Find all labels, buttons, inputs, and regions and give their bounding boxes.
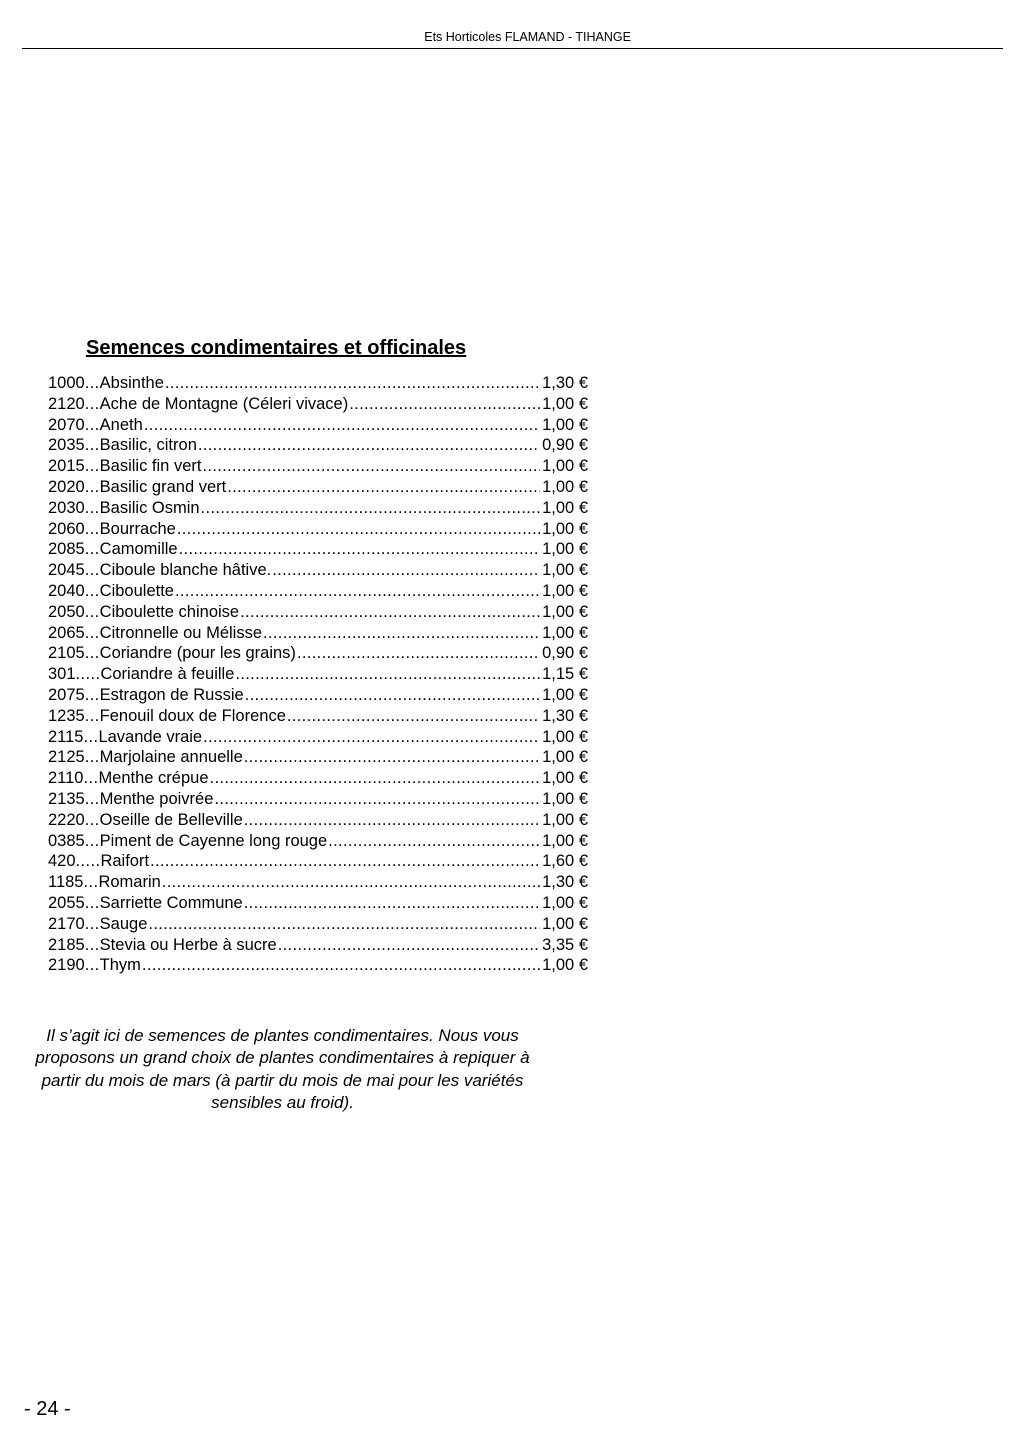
seed-code: 2075 <box>48 685 85 704</box>
seed-row <box>48 768 588 789</box>
seed-code: 2015 <box>48 457 85 476</box>
seed-name: Romarin <box>98 873 161 892</box>
seed-name: Estragon de Russie <box>99 685 244 704</box>
seed-code: 2055 <box>48 893 85 912</box>
dot-leader <box>214 789 540 810</box>
seed-code-leader: ..... <box>75 852 101 871</box>
seed-price: 1,00 € <box>542 748 588 767</box>
seed-code-leader: ... <box>84 644 100 663</box>
seed-price: 0,90 € <box>542 644 588 663</box>
seed-row <box>48 831 588 852</box>
seed-code: 1235 <box>48 706 85 725</box>
dot-leader <box>162 872 540 893</box>
seed-row <box>48 893 588 914</box>
dot-leader <box>177 519 540 540</box>
dot-leader <box>244 893 540 914</box>
dot-leader <box>201 498 541 519</box>
seed-name: Coriandre (pour les grains) <box>99 644 296 663</box>
seed-row <box>48 747 588 768</box>
page-header <box>22 30 1003 49</box>
seed-name: Citronnelle ou Mélisse <box>99 623 262 642</box>
seed-row <box>48 581 588 602</box>
seed-price: 3,35 € <box>542 935 588 954</box>
seed-code: 0385 <box>48 831 85 850</box>
seed-price: 1,00 € <box>542 581 588 600</box>
seed-price: 1,00 € <box>542 893 588 912</box>
seed-name: Stevia ou Herbe à sucre <box>99 935 277 954</box>
seed-code-leader: ... <box>83 769 99 788</box>
seed-row <box>48 373 588 394</box>
seed-row <box>48 643 588 664</box>
seed-price: 1,00 € <box>542 956 588 975</box>
dot-leader <box>227 477 540 498</box>
seed-code-leader: ... <box>84 519 100 538</box>
dot-leader <box>272 560 540 581</box>
seed-price: 1,30 € <box>542 873 588 892</box>
seed-row <box>48 539 588 560</box>
seed-name: Sauge <box>99 914 148 933</box>
seed-name: Menthe poivrée <box>99 789 214 808</box>
info-note: Il s’agit ici de semences de plantes condimentaires. Nous vous proposons un grand choix de plantes condimentaires à repiquer à partir du mois de mars (à partir du mois de mai pour les variétés sensibles au froid). <box>35 1026 530 1112</box>
seed-price: 1,15 € <box>542 665 588 684</box>
seed-name: Lavande vraie <box>98 727 203 746</box>
dot-leader <box>297 643 540 664</box>
seed-code-leader: ... <box>84 498 100 517</box>
seed-code-leader: ... <box>84 685 100 704</box>
seed-row <box>48 602 588 623</box>
seed-code-leader: ... <box>84 581 100 600</box>
seed-price: 1,00 € <box>542 810 588 829</box>
seed-code-leader: ... <box>84 893 100 912</box>
dot-leader <box>240 602 540 623</box>
dot-leader <box>202 456 540 477</box>
seed-code: 2050 <box>48 602 85 621</box>
seed-row <box>48 935 588 956</box>
header-text: Ets Horticoles FLAMAND - TIHANGE <box>424 30 631 44</box>
seed-code: 2060 <box>48 519 85 538</box>
seed-price: 1,00 € <box>542 540 588 559</box>
dot-leader <box>179 539 541 560</box>
seed-price: 1,00 € <box>542 498 588 517</box>
seed-code-leader: ... <box>84 477 100 496</box>
seed-code: 2035 <box>48 436 85 455</box>
seed-row <box>48 810 588 831</box>
seed-price: 1,30 € <box>542 374 588 392</box>
seed-name: Basilic grand vert <box>99 477 227 496</box>
seed-row <box>48 914 588 935</box>
page-number: - 24 - <box>24 1398 71 1420</box>
seed-name: Basilic fin vert <box>99 457 202 476</box>
seed-code: 2045 <box>48 561 85 580</box>
seed-row <box>48 789 588 810</box>
seed-row <box>48 664 588 685</box>
seed-name: Menthe crépue <box>98 769 209 788</box>
seed-price: 1,00 € <box>542 914 588 933</box>
dot-leader <box>148 914 540 935</box>
seed-code-leader: ... <box>84 602 100 621</box>
seed-price: 0,90 € <box>542 436 588 455</box>
seed-name: Bourrache <box>99 519 176 538</box>
seed-price: 1,00 € <box>542 561 588 580</box>
seed-row <box>48 519 588 540</box>
seed-code: 2120 <box>48 394 85 413</box>
seed-price: 1,30 € <box>542 706 588 725</box>
seed-code-leader: ... <box>84 623 100 642</box>
seed-row <box>48 394 588 415</box>
seed-price: 1,00 € <box>542 519 588 538</box>
seed-row <box>48 706 588 727</box>
seed-code-leader: ... <box>84 436 100 455</box>
seed-code-leader: ... <box>84 706 100 725</box>
seed-code-leader: ... <box>84 956 100 975</box>
seed-code-leader: ... <box>83 727 99 746</box>
dot-leader <box>328 831 540 852</box>
seed-row <box>48 456 588 477</box>
seed-code: 2135 <box>48 789 85 808</box>
seed-code: 420 <box>48 852 76 871</box>
seed-code: 2125 <box>48 748 85 767</box>
dot-leader <box>245 685 540 706</box>
seed-row <box>48 477 588 498</box>
seed-name: Fenouil doux de Florence <box>99 706 286 725</box>
seed-code-leader: ... <box>84 831 100 850</box>
seed-name: Basilic, citron <box>99 436 197 455</box>
dot-leader <box>263 623 540 644</box>
seed-code-leader: ... <box>84 914 100 933</box>
seed-name: Thym <box>99 956 141 975</box>
seed-name: Aneth <box>99 415 143 434</box>
seed-name: Coriandre à feuille <box>100 665 235 684</box>
seed-price: 1,00 € <box>542 602 588 621</box>
dot-leader <box>244 747 540 768</box>
dot-leader <box>150 851 540 872</box>
seed-row <box>48 498 588 519</box>
seed-code-leader: ... <box>84 457 100 476</box>
dot-leader <box>165 373 540 394</box>
dot-leader <box>287 706 540 727</box>
seed-code: 2020 <box>48 477 85 496</box>
seed-code-leader: ..... <box>75 665 101 684</box>
dot-leader <box>142 955 540 976</box>
seed-code: 2220 <box>48 810 85 829</box>
seed-price-list <box>48 373 588 976</box>
seed-code-leader: ... <box>84 789 100 808</box>
seed-row <box>48 955 588 976</box>
seed-code: 2110 <box>48 769 84 788</box>
section-title: Semences condimentaires et officinales <box>86 337 467 359</box>
dot-leader <box>278 935 540 956</box>
seed-code: 301 <box>48 665 76 684</box>
seed-row <box>48 560 588 581</box>
seed-name: Ciboule blanche hâtive. <box>99 561 272 580</box>
dot-leader <box>349 394 540 415</box>
seed-price: 1,00 € <box>542 727 588 746</box>
seed-name: Ciboulette <box>99 581 174 600</box>
seed-name: Raifort <box>100 852 150 871</box>
seed-code-leader: ... <box>84 540 100 559</box>
seed-row <box>48 685 588 706</box>
dot-leader <box>244 810 540 831</box>
seed-code-leader: ... <box>84 394 100 413</box>
seed-code: 2185 <box>48 935 85 954</box>
seed-code-leader: ... <box>84 415 100 434</box>
seed-code-leader: ... <box>83 873 99 892</box>
seed-code-leader: ... <box>84 374 100 392</box>
seed-code: 2085 <box>48 540 85 559</box>
seed-name: Sarriette Commune <box>99 893 243 912</box>
seed-code: 1000 <box>48 374 85 392</box>
seed-row <box>48 727 588 748</box>
seed-row <box>48 435 588 456</box>
seed-name: Camomille <box>99 540 178 559</box>
seed-code: 2190 <box>48 956 85 975</box>
seed-code: 2115 <box>48 727 84 746</box>
seed-price: 1,00 € <box>542 769 588 788</box>
seed-row <box>48 415 588 436</box>
dot-leader <box>144 415 540 436</box>
dot-leader <box>198 435 540 456</box>
dot-leader <box>175 581 540 602</box>
seed-row <box>48 872 588 893</box>
seed-price: 1,00 € <box>542 394 588 413</box>
seed-code: 2030 <box>48 498 85 517</box>
seed-code-leader: ... <box>84 748 100 767</box>
seed-price: 1,00 € <box>542 477 588 496</box>
seed-price: 1,00 € <box>542 789 588 808</box>
seed-code: 2070 <box>48 415 85 434</box>
seed-code-leader: ... <box>84 935 100 954</box>
seed-price: 1,00 € <box>542 623 588 642</box>
seed-price: 1,00 € <box>542 685 588 704</box>
seed-code: 1185 <box>48 873 84 892</box>
dot-leader <box>235 664 540 685</box>
seed-name: Marjolaine annuelle <box>99 748 243 767</box>
seed-price: 1,00 € <box>542 457 588 476</box>
seed-row <box>48 851 588 872</box>
dot-leader <box>203 727 540 748</box>
seed-name: Ache de Montagne (Céleri vivace) <box>99 394 349 413</box>
seed-code-leader: ... <box>84 810 100 829</box>
seed-name: Ciboulette chinoise <box>99 602 240 621</box>
seed-name: Basilic Osmin <box>99 498 200 517</box>
seed-row <box>48 623 588 644</box>
seed-name: Oseille de Belleville <box>99 810 243 829</box>
dot-leader <box>210 768 541 789</box>
seed-code: 2040 <box>48 581 85 600</box>
seed-name: Absinthe <box>99 374 164 392</box>
seed-code: 2170 <box>48 914 85 933</box>
seed-code: 2065 <box>48 623 85 642</box>
seed-price: 1,60 € <box>542 852 588 871</box>
seed-code: 2105 <box>48 644 85 663</box>
seed-name: Piment de Cayenne long rouge <box>99 831 328 850</box>
seed-price: 1,00 € <box>542 831 588 850</box>
seed-code-leader: ... <box>84 561 100 580</box>
seed-price: 1,00 € <box>542 415 588 434</box>
